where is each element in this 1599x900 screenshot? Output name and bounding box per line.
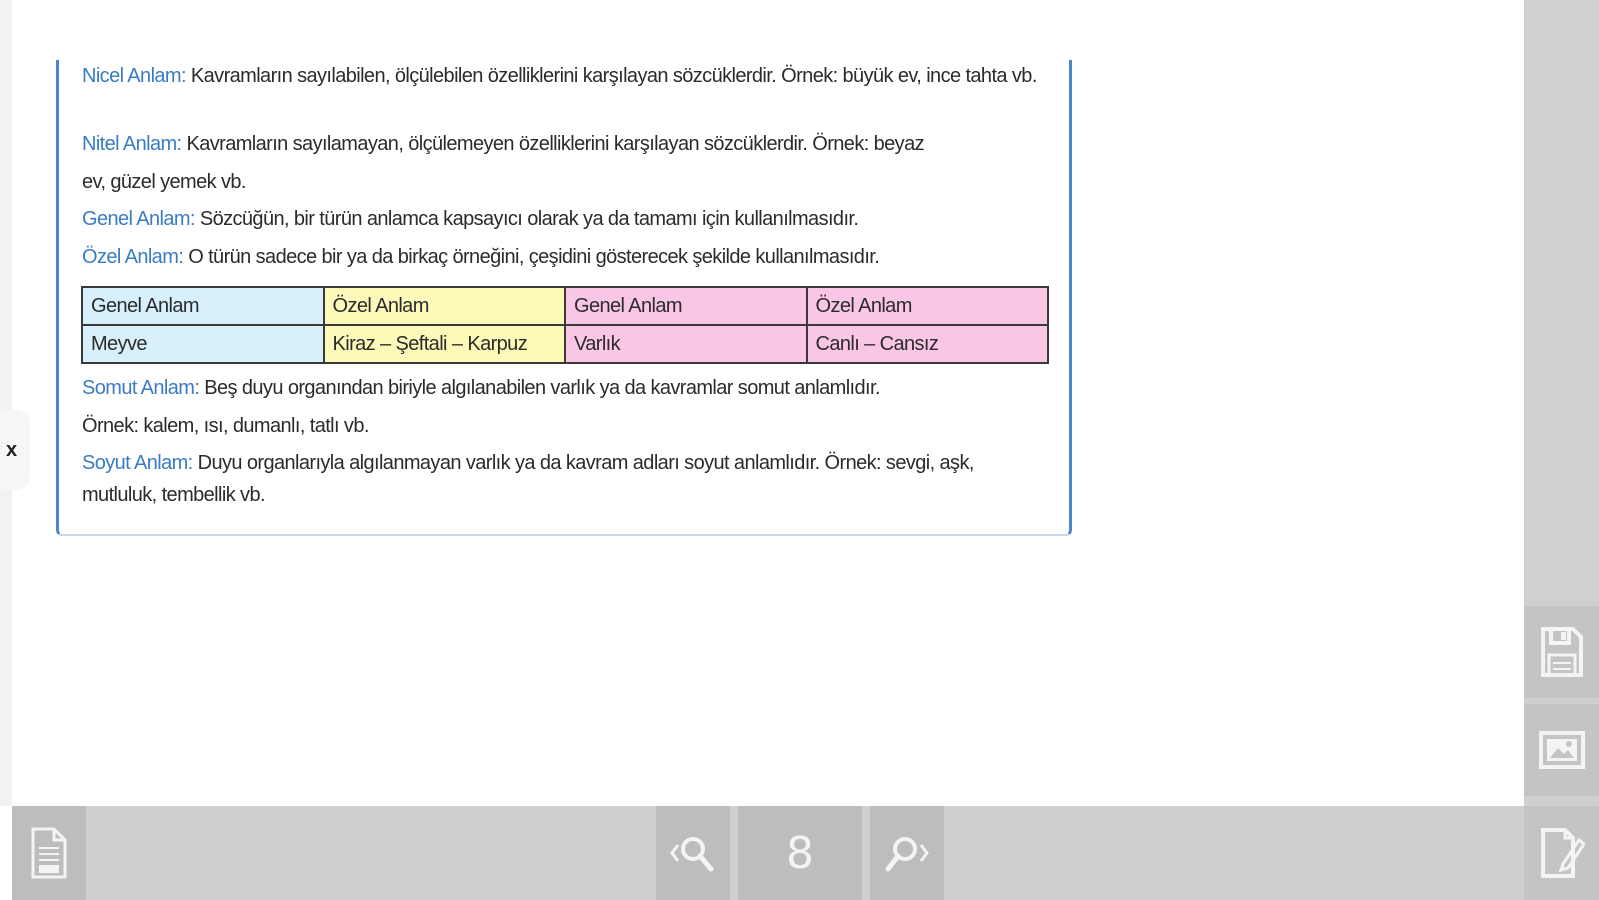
paragraph-soyut bbox=[82, 447, 1052, 511]
paragraph-genel bbox=[82, 203, 1052, 235]
table-cell: Canlı – Cansız bbox=[807, 325, 1049, 363]
image-button[interactable] bbox=[1524, 704, 1599, 796]
term-genel: Genel Anlam: bbox=[82, 208, 195, 230]
meaning-table bbox=[81, 286, 1049, 364]
floppy-disk-icon bbox=[1539, 625, 1585, 679]
table-row bbox=[82, 287, 1048, 325]
edit-document-icon bbox=[1539, 826, 1585, 880]
term-soyut: Soyut Anlam: bbox=[82, 452, 193, 474]
table-cell: Kiraz – Şeftali – Karpuz bbox=[324, 325, 566, 363]
pdf-button[interactable] bbox=[12, 806, 86, 900]
paragraph-somut bbox=[82, 372, 1052, 404]
term-nicel: Nicel Anlam: bbox=[82, 65, 186, 87]
term-ozel: Özel Anlam: bbox=[82, 246, 184, 268]
paragraph-somut-line2: Örnek: kalem, ısı, dumanlı, tatlı vb. bbox=[82, 415, 369, 437]
next-page-button[interactable] bbox=[870, 806, 944, 900]
previous-page-button[interactable] bbox=[656, 806, 730, 900]
table-cell: Genel Anlam bbox=[82, 287, 324, 325]
paragraph-nitel-line2: ev, güzel yemek vb. bbox=[82, 171, 246, 193]
save-button[interactable] bbox=[1524, 606, 1599, 698]
text-nitel: Kavramların sayılamayan, ölçülemeyen özelliklerini karşılayan sözcüklerdir. Örnek: beyaz bbox=[181, 133, 925, 155]
text-genel: Sözcüğün, bir türün anlamca kapsayıcı olarak ya da tamamı için kullanılmasıdır. bbox=[194, 208, 859, 230]
image-icon bbox=[1538, 730, 1586, 770]
edit-button[interactable] bbox=[1524, 806, 1599, 900]
close-icon: x bbox=[6, 438, 18, 461]
table-cell: Özel Anlam bbox=[324, 287, 566, 325]
zoom-next-icon bbox=[883, 833, 931, 873]
table-cell: Varlık bbox=[565, 325, 807, 363]
text-nicel: Kavramların sayılabilen, ölçülebilen özelliklerini karşılayan sözcüklerdir. Örnek: büyük ev, ince tahta vb. bbox=[185, 65, 1037, 87]
left-panel-strip bbox=[0, 0, 12, 806]
table-row bbox=[82, 325, 1048, 363]
table-cell: Meyve bbox=[82, 325, 324, 363]
pdf-file-icon bbox=[30, 826, 68, 880]
paragraph-nicel bbox=[82, 60, 1052, 92]
zoom-previous-icon bbox=[669, 833, 717, 873]
paragraph-nitel bbox=[82, 128, 1052, 160]
table-cell: Genel Anlam bbox=[565, 287, 807, 325]
term-somut: Somut Anlam: bbox=[82, 377, 200, 399]
table-cell: Özel Anlam bbox=[807, 287, 1049, 325]
paragraph-ozel bbox=[82, 241, 1052, 273]
term-nitel: Nitel Anlam: bbox=[82, 133, 182, 155]
page-number: 8 bbox=[786, 827, 814, 879]
page-number-display[interactable] bbox=[738, 806, 862, 900]
text-soyut: Duyu organlarıyla algılanmayan varlık ya da kavram adları soyut anlamlıdır. Örnek: sevgi, aşk, mutluluk, tembellik vb. bbox=[82, 452, 974, 506]
collapse-panel-button[interactable] bbox=[0, 410, 30, 490]
text-ozel: O türün sadece bir ya da birkaç örneğini, çeşidini gösterecek şekilde kullanılmasıdır. bbox=[183, 246, 880, 268]
text-somut: Beş duyu organından biriyle algılanabilen varlık ya da kavramlar somut anlamlıdır. bbox=[199, 377, 880, 399]
